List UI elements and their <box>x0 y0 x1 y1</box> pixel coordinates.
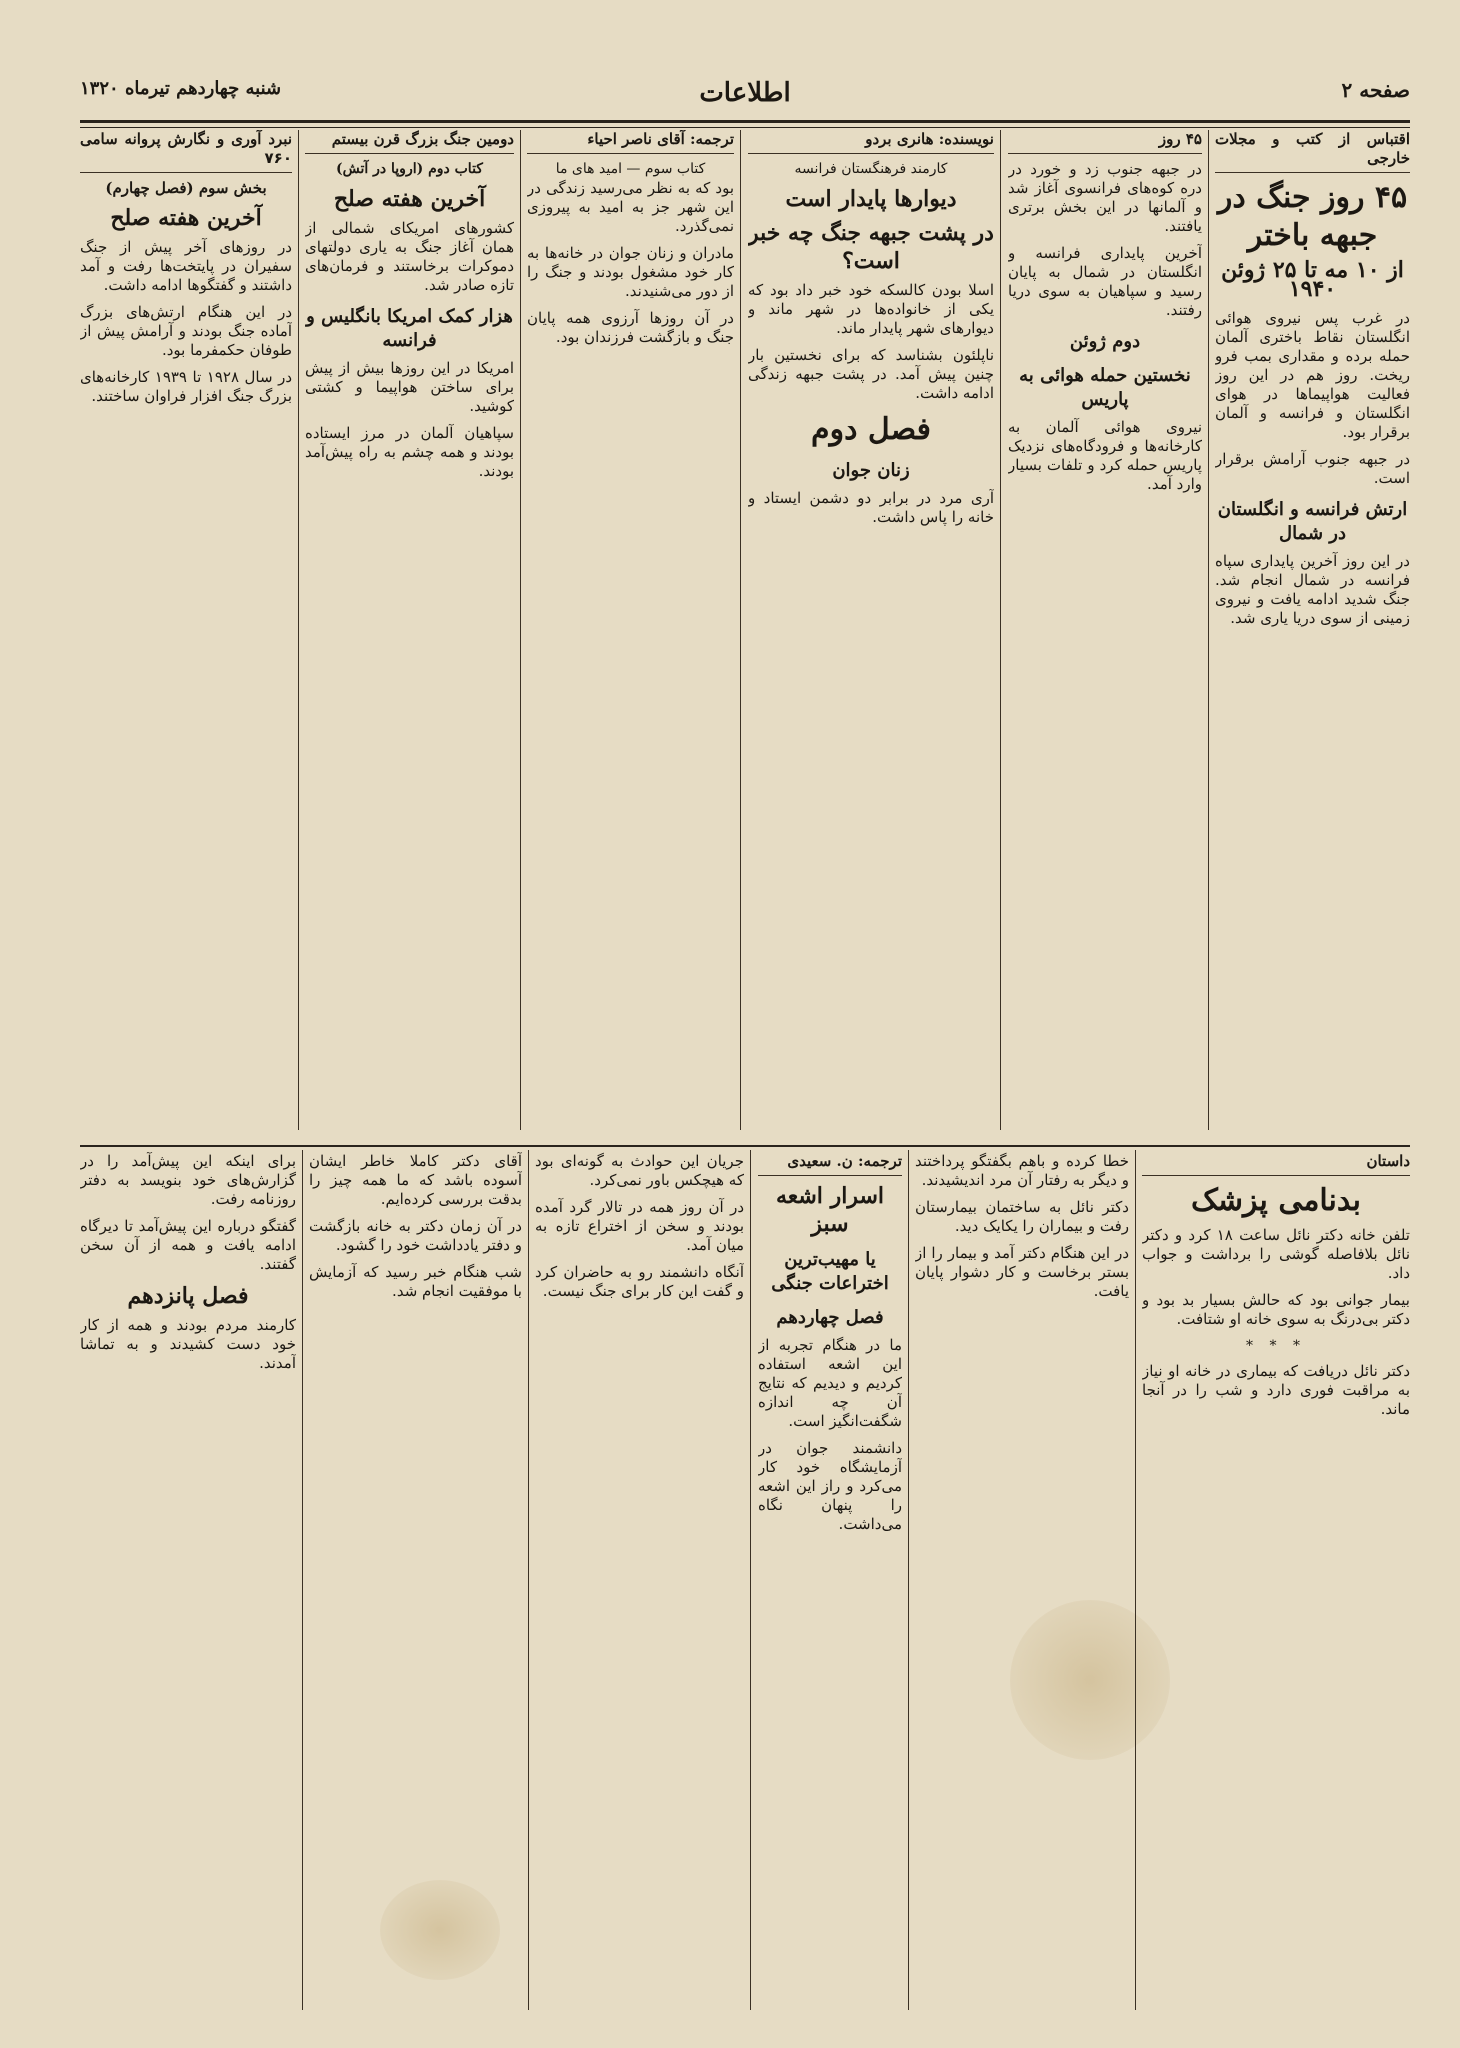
translator-byline: ترجمه: ن. سعیدی <box>758 1152 902 1176</box>
series-title: دومین جنگ بزرگ قرن بیستم <box>305 130 514 154</box>
paragraph: مادران و زنان جوان در خانه‌ها به کار خود مشغول بودند و جنگ را از دور می‌شنیدند. <box>527 244 734 300</box>
masthead: اطلاعات <box>699 78 791 108</box>
column-rule <box>298 130 299 1130</box>
section-kicker: اقتباس از کتب و مجلات خارجی <box>1215 130 1410 173</box>
paragraph: جریان این حوادث به گونه‌ای بود که هیچکس باور نمی‌کرد. <box>535 1152 744 1189</box>
column-rule <box>750 1150 751 2010</box>
column-rule <box>528 1150 529 2010</box>
paragraph: در آن روزها آرزوی همه پایان جنگ و بازگشت فرزندان بود. <box>527 309 734 346</box>
paragraph: در غرب پس نیروی هوائی انگلستان نقاط باختری آلمان حمله برده و مقداری بمب فرو ریخت. روز هم در این روز فعالیت هواپیماها در هوای انگلستان و فرانسه و آلمان برقرار بود. <box>1215 309 1410 441</box>
paragraph: در این روز آخرین پایداری سپاه فرانسه در شمال انجام شد. جنگ شدید ادامه یافت و نیروی زمینی از سوی دریا یاری شد. <box>1215 552 1410 627</box>
paragraph: در این هنگام ارتش‌های بزرگ آماده جنگ بودند و آرامش پیش از طوفان حکمفرما بود. <box>80 303 292 359</box>
paragraph: خطا کرده و باهم بگفتگو پرداختند و دیگر به رفتار آن مرد اندیشیدند. <box>915 1152 1129 1189</box>
paragraph: شب هنگام خبر رسید که آزمایش با موفقیت انجام شد. <box>309 1263 522 1300</box>
article-headline: آخرین هفته صلح <box>333 186 486 212</box>
story-column-5 <box>309 1152 522 2002</box>
column-rule <box>908 1150 909 2010</box>
column-rule <box>1208 130 1209 1130</box>
paragraph: دکتر نائل به ساختمان بیمارستان رفت و بیماران را یکایک دید. <box>915 1198 1129 1235</box>
paragraph: کارمند مردم بودند و همه از کار خود دست کشیدند و به تماشا آمدند. <box>80 1316 296 1372</box>
subheading: دوم ژوئن <box>1069 331 1141 352</box>
story-column-6 <box>80 1152 296 2002</box>
paragraph: آخرین پایداری فرانسه و انگلستان در شمال به پایان رسید و سپاهیان به سوی دریا رفتند. <box>1008 244 1202 319</box>
column-rule <box>302 1150 303 2010</box>
section-break: * * * <box>1246 1338 1306 1354</box>
page-header <box>80 70 1410 123</box>
author-byline: نویسنده: هانری بردو <box>748 130 994 154</box>
article-headline: دیوارها پایدار است <box>785 186 957 212</box>
story-column-3 <box>758 1152 902 2002</box>
paragraph: بیمار جوانی بود که حالش بسیار بد بود و دکتر بی‌درنگ به سوی خانه او شتافت. <box>1142 1291 1410 1328</box>
page-number: صفحه ۲ <box>1341 78 1410 102</box>
paragraph: کشورهای امریکای شمالی از همان آغاز جنگ به یاری دولتهای دموکرات برخاستند و فرمان‌های تازه صادر شد. <box>305 219 514 294</box>
paragraph: در سال ۱۹۲۸ تا ۱۹۳۹ کارخانه‌های بزرگ جنگ افزار فراوان ساختند. <box>80 368 292 405</box>
issue-date: شنبه چهاردهم تیرماه ۱۳۲۰ <box>80 78 282 99</box>
paragraph: در این هنگام دکتر آمد و بیمار را از بستر برخاست و کار دشوار پایان یافت. <box>915 1244 1129 1300</box>
section-label: بخش سوم (فصل چهارم) <box>105 179 267 197</box>
paragraph: بود که به نظر می‌رسید زندگی در این شهر جز به امید به پیروزی نمی‌گذرد. <box>527 179 734 235</box>
paragraph: دانشمند جوان در آزمایشگاه خود کار می‌کرد و راز این اشعه را پنهان نگاه می‌داشت. <box>758 1439 902 1533</box>
book-subtitle: کتاب سوم — امید های ما <box>555 161 706 177</box>
column-rule <box>1000 130 1001 1130</box>
column-rule <box>1135 1150 1136 2010</box>
section-kicker: داستان <box>1142 1152 1410 1176</box>
section-divider <box>80 1145 1410 1147</box>
paragraph: تلفن خانه دکتر نائل ساعت ۱۸ کرد و دکتر نائل بلافاصله گوشی را برداشت و جواب داد. <box>1142 1226 1410 1282</box>
article-headline: آخرین هفته صلح <box>110 205 262 231</box>
series-number: ۷۶۰ <box>264 149 292 167</box>
article-column-3 <box>748 130 994 1135</box>
subheading: ارتش فرانسه و انگلستان در شمال <box>1217 499 1408 544</box>
paragraph: سپاهیان آلمان در مرز ایستاده بودند و همه چشم به راه پیش‌آمد بودند. <box>305 424 514 480</box>
column-rule <box>520 130 521 1130</box>
paragraph: ناپلئون بشناسد که برای نخستین بار چنین پیش آمد. در پشت جبهه زندگی ادامه داشت. <box>748 346 994 402</box>
paragraph: نیروی هوائی آلمان به کارخانه‌ها و فرودگاه‌های نزدیک پاریس حمله کرد و تلفات بسیار وارد آمد. <box>1008 418 1202 493</box>
series-subtitle: کتاب دوم (اروپا در آتش) <box>336 161 483 177</box>
series-label: نبرد آوری و نگارش پروانه سامی <box>80 130 292 148</box>
story-headline: بدنامی پزشک <box>1191 1183 1361 1218</box>
chapter-heading: فصل پانزدهم <box>127 1283 249 1309</box>
paragraph: برای اینکه این پیش‌آمد را در گزارش‌های خود بنویسد به دفتر روزنامه رفت. <box>80 1152 296 1208</box>
article-column-2 <box>1008 130 1202 1135</box>
paragraph: آنگاه دانشمند رو به حاضران کرد و گفت این کار برای جنگ نیست. <box>535 1263 744 1300</box>
author-affiliation: کارمند فرهنگستان فرانسه <box>794 161 948 177</box>
paragraph: اسلا بودن کالسکه خود خبر داد بود که یکی از خانواده‌ها در شهر ماند و دیوارهای شهر پایدار ماند. <box>748 281 994 337</box>
article-dateline: از ۱۰ مه تا ۲۵ ژوئن ۱۹۴۰ <box>1221 257 1404 302</box>
paragraph: آقای دکتر کاملا خاطر ایشان آسوده باشد که ما همه چیز را بدقت بررسی کرده‌ایم. <box>309 1152 522 1208</box>
story-headline: اسرار اشعه سبز <box>775 1183 885 1237</box>
story-column-2 <box>915 1152 1129 2002</box>
section-kicker: ۴۵ روز <box>1008 130 1202 154</box>
subheading: نخستین حمله هوائی به پاریس <box>1019 365 1191 410</box>
paragraph: امریکا در این روزها بیش از پیش برای ساختن هواپیما و کشتی کوشید. <box>305 359 514 415</box>
article-column-1 <box>1215 130 1410 1135</box>
article-column-5 <box>305 130 514 1135</box>
column-rule <box>740 130 741 1130</box>
paragraph: ما در هنگام تجربه از این اشعه استفاده کردیم و دیدیم که نتایج آن چه اندازه شگفت‌انگیز است. <box>758 1336 902 1430</box>
translator-byline: ترجمه: آقای ناصر احیاء <box>527 130 734 154</box>
chapter-heading: فصل دوم <box>811 412 931 447</box>
paragraph: در آن روز همه در تالار گرد آمده بودند و سخن از اختراع تازه به میان آمد. <box>535 1198 744 1254</box>
article-column-6 <box>80 130 292 1135</box>
chapter-heading: فصل چهاردهم <box>776 1307 884 1328</box>
paragraph: در جبهه جنوب زد و خورد در دره کوه‌های فرانسوی آغاز شد و آلمانها در این بخش برتری یافتند. <box>1008 160 1202 235</box>
paragraph: در آن زمان دکتر به خانه بازگشت و دفتر یادداشت خود را گشود. <box>309 1217 522 1254</box>
header-rule <box>80 127 1410 128</box>
paragraph: در روزهای آخر پیش از جنگ سفیران در پایتخت‌ها رفت و آمد داشتند و گفتگوها ادامه داشت. <box>80 238 292 294</box>
subheading: هزار کمک امریکا بانگلیس و فرانسه <box>306 306 513 351</box>
article-column-4 <box>527 130 734 1135</box>
paragraph: در جبهه جنوب آرامش برقرار است. <box>1215 450 1410 487</box>
story-subheadline: یا مهیب‌ترین اختراعات جنگی <box>771 1249 889 1294</box>
chapter-subheading: زنان جوان <box>832 460 910 481</box>
paragraph: دکتر نائل دریافت که بیماری در خانه او نیاز به مراقبت فوری دارد و شب را در آنجا ماند. <box>1142 1362 1410 1418</box>
series-title <box>80 130 292 173</box>
story-column-4 <box>535 1152 744 2002</box>
paragraph: گفتگو درباره این پیش‌آمد تا دیرگاه ادامه یافت و همه از آن سخن گفتند. <box>80 1217 296 1273</box>
article-subheadline: در پشت جبهه جنگ چه خبر است؟ <box>748 220 994 274</box>
story-column-1 <box>1142 1152 1410 2002</box>
paragraph: آری مرد در برابر دو دشمن ایستاد و خانه را پاس داشت. <box>748 489 994 526</box>
article-headline: ۴۵ روز جنگ در جبهه باختر <box>1217 180 1408 253</box>
